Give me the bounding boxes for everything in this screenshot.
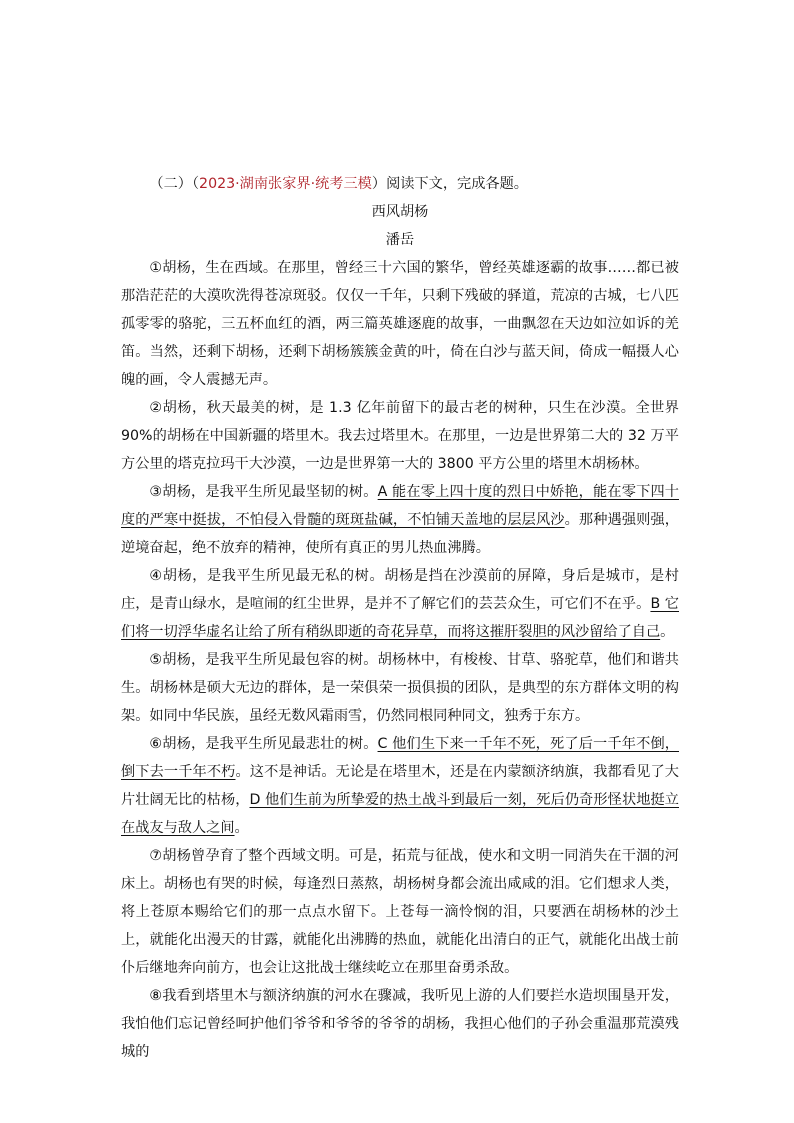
paragraph-3-tail: 。那种遇强则强，逆境奋起，绝不放弃的精神，使所有真正的男儿热血沸腾。 xyxy=(121,512,679,556)
paragraph-3 xyxy=(121,478,679,562)
underlined-sentence-d: D 他们生前为所挚爱的热土战斗到最后一刻，死后仍奇形怪状地挺立在战友与敌人之间 xyxy=(121,792,679,836)
paragraph-5: ⑤胡杨，是我平生所见最包容的树。胡杨林中，有梭梭、甘草、骆驼草，他们和谐共生。胡杨林是硕大无边的群体，是一荣俱荣一损俱损的团队，是典型的东方群体文明的构架。如同中华民族，虽经无数风霜雨雪，仍然同根同种同文，独秀于东方。 xyxy=(121,652,679,724)
paragraph-6 xyxy=(121,730,679,842)
paragraph-4-tail: 。 xyxy=(660,624,675,640)
paragraph-7: ⑦胡杨曾孕育了整个西域文明。可是，拓荒与征战，使水和文明一同消失在干涸的河床上。胡杨也有哭的时候，每逢烈日蒸熬，胡杨树身都会流出咸咸的泪。它们想求人类，将上苍原本赐给它们的那一点点水留下。上苍每一滴怜悯的泪，只要洒在胡杨林的沙土上，就能化出漫天的甘露，就能化出沸腾的热血，就能化出清白的正气，就能化出战士前仆后继地奔向前方，也会让这批战士继续屹立在那里奋勇杀敌。 xyxy=(121,848,679,976)
paragraph-8: ⑧我看到塔里木与额济纳旗的河水在骤减，我听见上游的人们要拦水造坝围垦开发，我怕他们忘记曾经呵护他们爷爷和爷爷的爷爷的胡杨，我担心他们的子孙会重温那荒漠残城的 xyxy=(121,988,679,1060)
article xyxy=(121,170,679,1066)
header-suffix: ）阅读下文，完成各题。 xyxy=(371,176,528,192)
paragraph-2: ②胡杨，秋天最美的树，是 1.3 亿年前留下的最古老的树种，只生在沙漠。全世界 90%的胡杨在中国新疆的塔里木。我去过塔里木。在那里，一边是世界第二大的 32 万平方公里的塔克拉玛干大沙漠，一边是世界第一大的 3800 平方公里的塔里木胡杨林。 xyxy=(121,400,679,472)
paragraph-6-tail: 。 xyxy=(234,820,249,836)
underlined-sentence-c: C 他们生下来一千年不死，死了后一千年不倒，倒下去一千年不朽 xyxy=(121,736,679,780)
article-author: 潘岳 xyxy=(385,232,415,248)
paragraph-4-lead: ④胡杨，是我平生所见最无私的树。胡杨是挡在沙漠前的屏障，身后是城市，是村庄，是青山绿水，是喧闹的红尘世界，是并不了解它们的芸芸众生，可它们不在乎。 xyxy=(121,568,679,612)
underlined-sentence-b: B 它们将一切浮华虚名让给了所有稍纵即逝的奇花异草，而将这摧肝裂胆的风沙留给了自己 xyxy=(121,596,679,640)
underlined-sentence-a: A 能在零上四十度的烈日中娇艳，能在零下四十度的严寒中挺拔，不怕侵入骨髓的斑斑盐碱，不怕铺天盖地的层层风沙 xyxy=(121,484,679,528)
paragraph-1: ①胡杨，生在西域。在那里，曾经三十六国的繁华，曾经英雄逐霸的故事……都已被那浩茫茫的大漠吹洗得苍凉斑驳。仅仅一千年，只剩下残破的驿道，荒凉的古城，七八匹孤零零的骆驼，三五杯血红的酒，两三篇英雄逐鹿的故事，一曲飘忽在天边如泣如诉的羌笛。当然，还剩下胡杨，还剩下胡杨簇簇金黄的叶，倚在白沙与蓝天间，倚成一幅摄人心魄的画，令人震撼无声。 xyxy=(121,260,679,388)
paragraph-4 xyxy=(121,562,679,646)
paragraph-3-lead: ③胡杨，是我平生所见最坚韧的树。 xyxy=(149,484,378,500)
paragraph-6-middle: 。这不是神话。无论是在塔里木，还是在内蒙额济纳旗，我都看见了大片壮阔无比的枯杨， xyxy=(121,764,679,808)
header-prefix: （二）（ xyxy=(149,176,200,192)
question-header xyxy=(121,170,679,198)
exam-source: 2023·湖南张家界·统考三模 xyxy=(199,176,372,192)
article-title: 西风胡杨 xyxy=(371,204,429,220)
paragraph-6-lead: ⑥胡杨，是我平生所见最悲壮的树。 xyxy=(149,736,378,752)
